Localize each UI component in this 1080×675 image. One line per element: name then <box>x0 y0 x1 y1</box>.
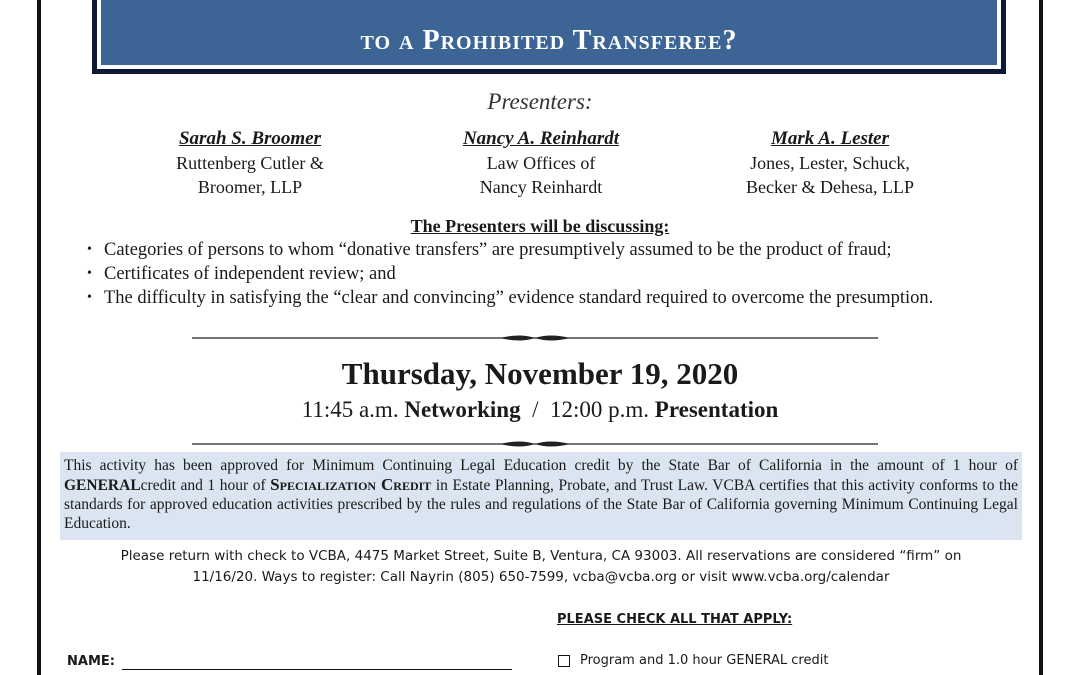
check-all-heading: PLEASE CHECK ALL THAT APPLY: <box>557 612 793 627</box>
registration-instructions: Please return with check to VCBA, 4475 Market Street, Suite B, Ventura, CA 93003. All reservations are considered “firm” on 11/16/20. Ways to register: Call Nayrin (805) 650-7599, vcba@vcba.org or visit www.vcba.org/calendar <box>120 548 962 585</box>
discussion-heading: The Presenters will be discussing: <box>410 216 670 236</box>
event-times <box>0 397 1080 423</box>
presenter-card <box>120 127 380 199</box>
presenter-name: Sarah S. Broomer <box>178 128 322 149</box>
time-separator: / <box>532 397 539 422</box>
checkbox[interactable] <box>558 655 570 667</box>
event-date: Thursday, November 19, 2020 <box>341 356 739 391</box>
discussion-list <box>85 238 1025 310</box>
ornamental-divider <box>192 331 878 345</box>
presenter-card <box>411 127 671 199</box>
presenter-card <box>700 127 960 199</box>
presenter-firm-line: Broomer, LLP <box>197 177 303 197</box>
title-banner <box>92 0 1006 74</box>
name-label: NAME: <box>67 654 115 669</box>
option-label: Program and 1.0 hour GENERAL credit <box>580 653 829 668</box>
presenters-heading: Presenters: <box>487 89 593 114</box>
presenter-firm-line: Nancy Reinhardt <box>479 177 603 197</box>
presenter-firm-line: Becker & Dehesa, LLP <box>746 177 914 197</box>
networking-time: 11:45 a.m. <box>301 397 399 422</box>
networking-label: Networking <box>404 397 521 422</box>
presenter-name: Nancy A. Reinhardt <box>462 128 620 149</box>
presenter-name: Mark A. Lester <box>770 128 890 149</box>
presenter-firm-line: Ruttenberg Cutler & <box>176 153 324 173</box>
presentation-label: Presentation <box>654 397 779 422</box>
ornamental-divider <box>192 437 878 451</box>
general-credit-label: GENERAL <box>64 477 141 494</box>
banner-title: to a Prohibited Transferee? <box>360 25 738 56</box>
list-item: • The difficulty in satisfying the “clear and convincing” evidence standard required to overcome the presumption. <box>85 286 1025 310</box>
specialization-credit-label: Specialization Credit <box>270 475 432 494</box>
list-item: • Categories of persons to whom “donative transfers” are presumptively assumed to be the product of fraud; <box>85 238 1025 262</box>
mcle-credit-notice: This activity has been approved for Minimum Continuing Legal Education credit by the State Bar of California in the amount of 1 hour of GENERALcredit and 1 hour of Specialization Credit in Estate Planning, Probate, and Trust Law. VCBA certifies that this activity conforms to the standards for approved education activities prescribed by the rules and regulations of the State Bar of California governing Minimum Continuing Legal Education. <box>60 452 1022 540</box>
presenter-firm-line: Law Offices of <box>486 153 596 173</box>
name-field[interactable] <box>122 669 512 670</box>
option-general-credit[interactable] <box>558 653 828 668</box>
list-item: • Certificates of independent review; and <box>85 262 1025 286</box>
presentation-time: 12:00 p.m. <box>550 397 650 422</box>
presenter-firm-line: Jones, Lester, Schuck, <box>750 153 910 173</box>
